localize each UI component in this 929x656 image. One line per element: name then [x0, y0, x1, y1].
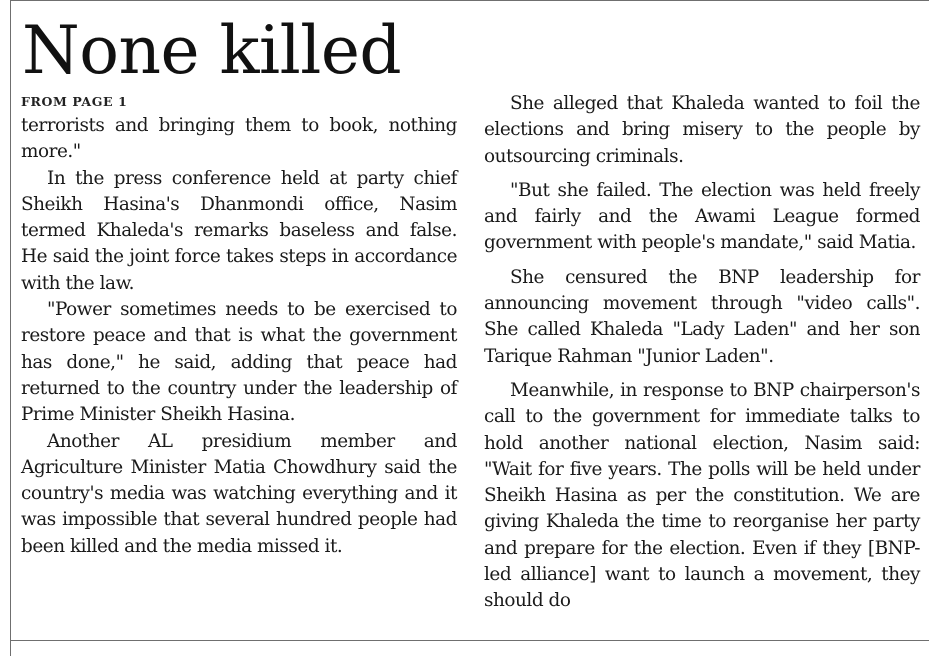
- continuation-kicker: FROM PAGE 1: [21, 94, 128, 109]
- paragraph: "Power sometimes needs to be exercised to restore peace and that is what the government has done," he said, adding that peace had returned to the country under the leadership of Prime Minister Sheikh Hasina.: [21, 299, 457, 426]
- article-border-bottom: [10, 640, 929, 641]
- paragraph: She alleged that Khaleda wanted to foil the elections and bring misery to the people by outsourcing criminals.: [484, 93, 920, 167]
- article-column-left: [21, 91, 457, 560]
- paragraph: In the press conference held at party chief Sheikh Hasina's Dhanmondi office, Nasim termed Khaleda's remarks baseless and false. He said the joint force takes steps in accordance with the law.: [21, 167, 457, 294]
- paragraph: She censured the BNP leadership for announcing movement through "video calls". She called Khaleda "Lady Laden" and her son Tarique Rahman "Junior Laden".: [484, 266, 920, 367]
- paragraph: Meanwhile, in response to BNP chairperson's call to the government for immediate talks to hold another national election, Nasim said: "Wait for five years. The polls will be held under Sheikh Hasina as per the constitution. We are giving Khaleda the time to reorganise her party and prepare for the election. Even if they [BNP-led alliance] want to launch a movement, they should do: [484, 379, 920, 612]
- article-border-left: [10, 0, 11, 656]
- paragraph: Another AL presidium member and Agriculture Minister Matia Chowdhury said the country's media was watching everything and it was impossible that several hundred people had been killed and the media missed it.: [21, 430, 457, 557]
- article-column-right: [484, 91, 920, 615]
- article-headline: None killed: [22, 12, 402, 89]
- paragraph: "But she failed. The election was held freely and fairly and the Awami League formed government with people's mandate," said Matia.: [484, 179, 920, 254]
- paragraph-continued: terrorists and bringing them to book, nothing more.": [21, 115, 457, 163]
- article-border-top: [10, 0, 929, 1]
